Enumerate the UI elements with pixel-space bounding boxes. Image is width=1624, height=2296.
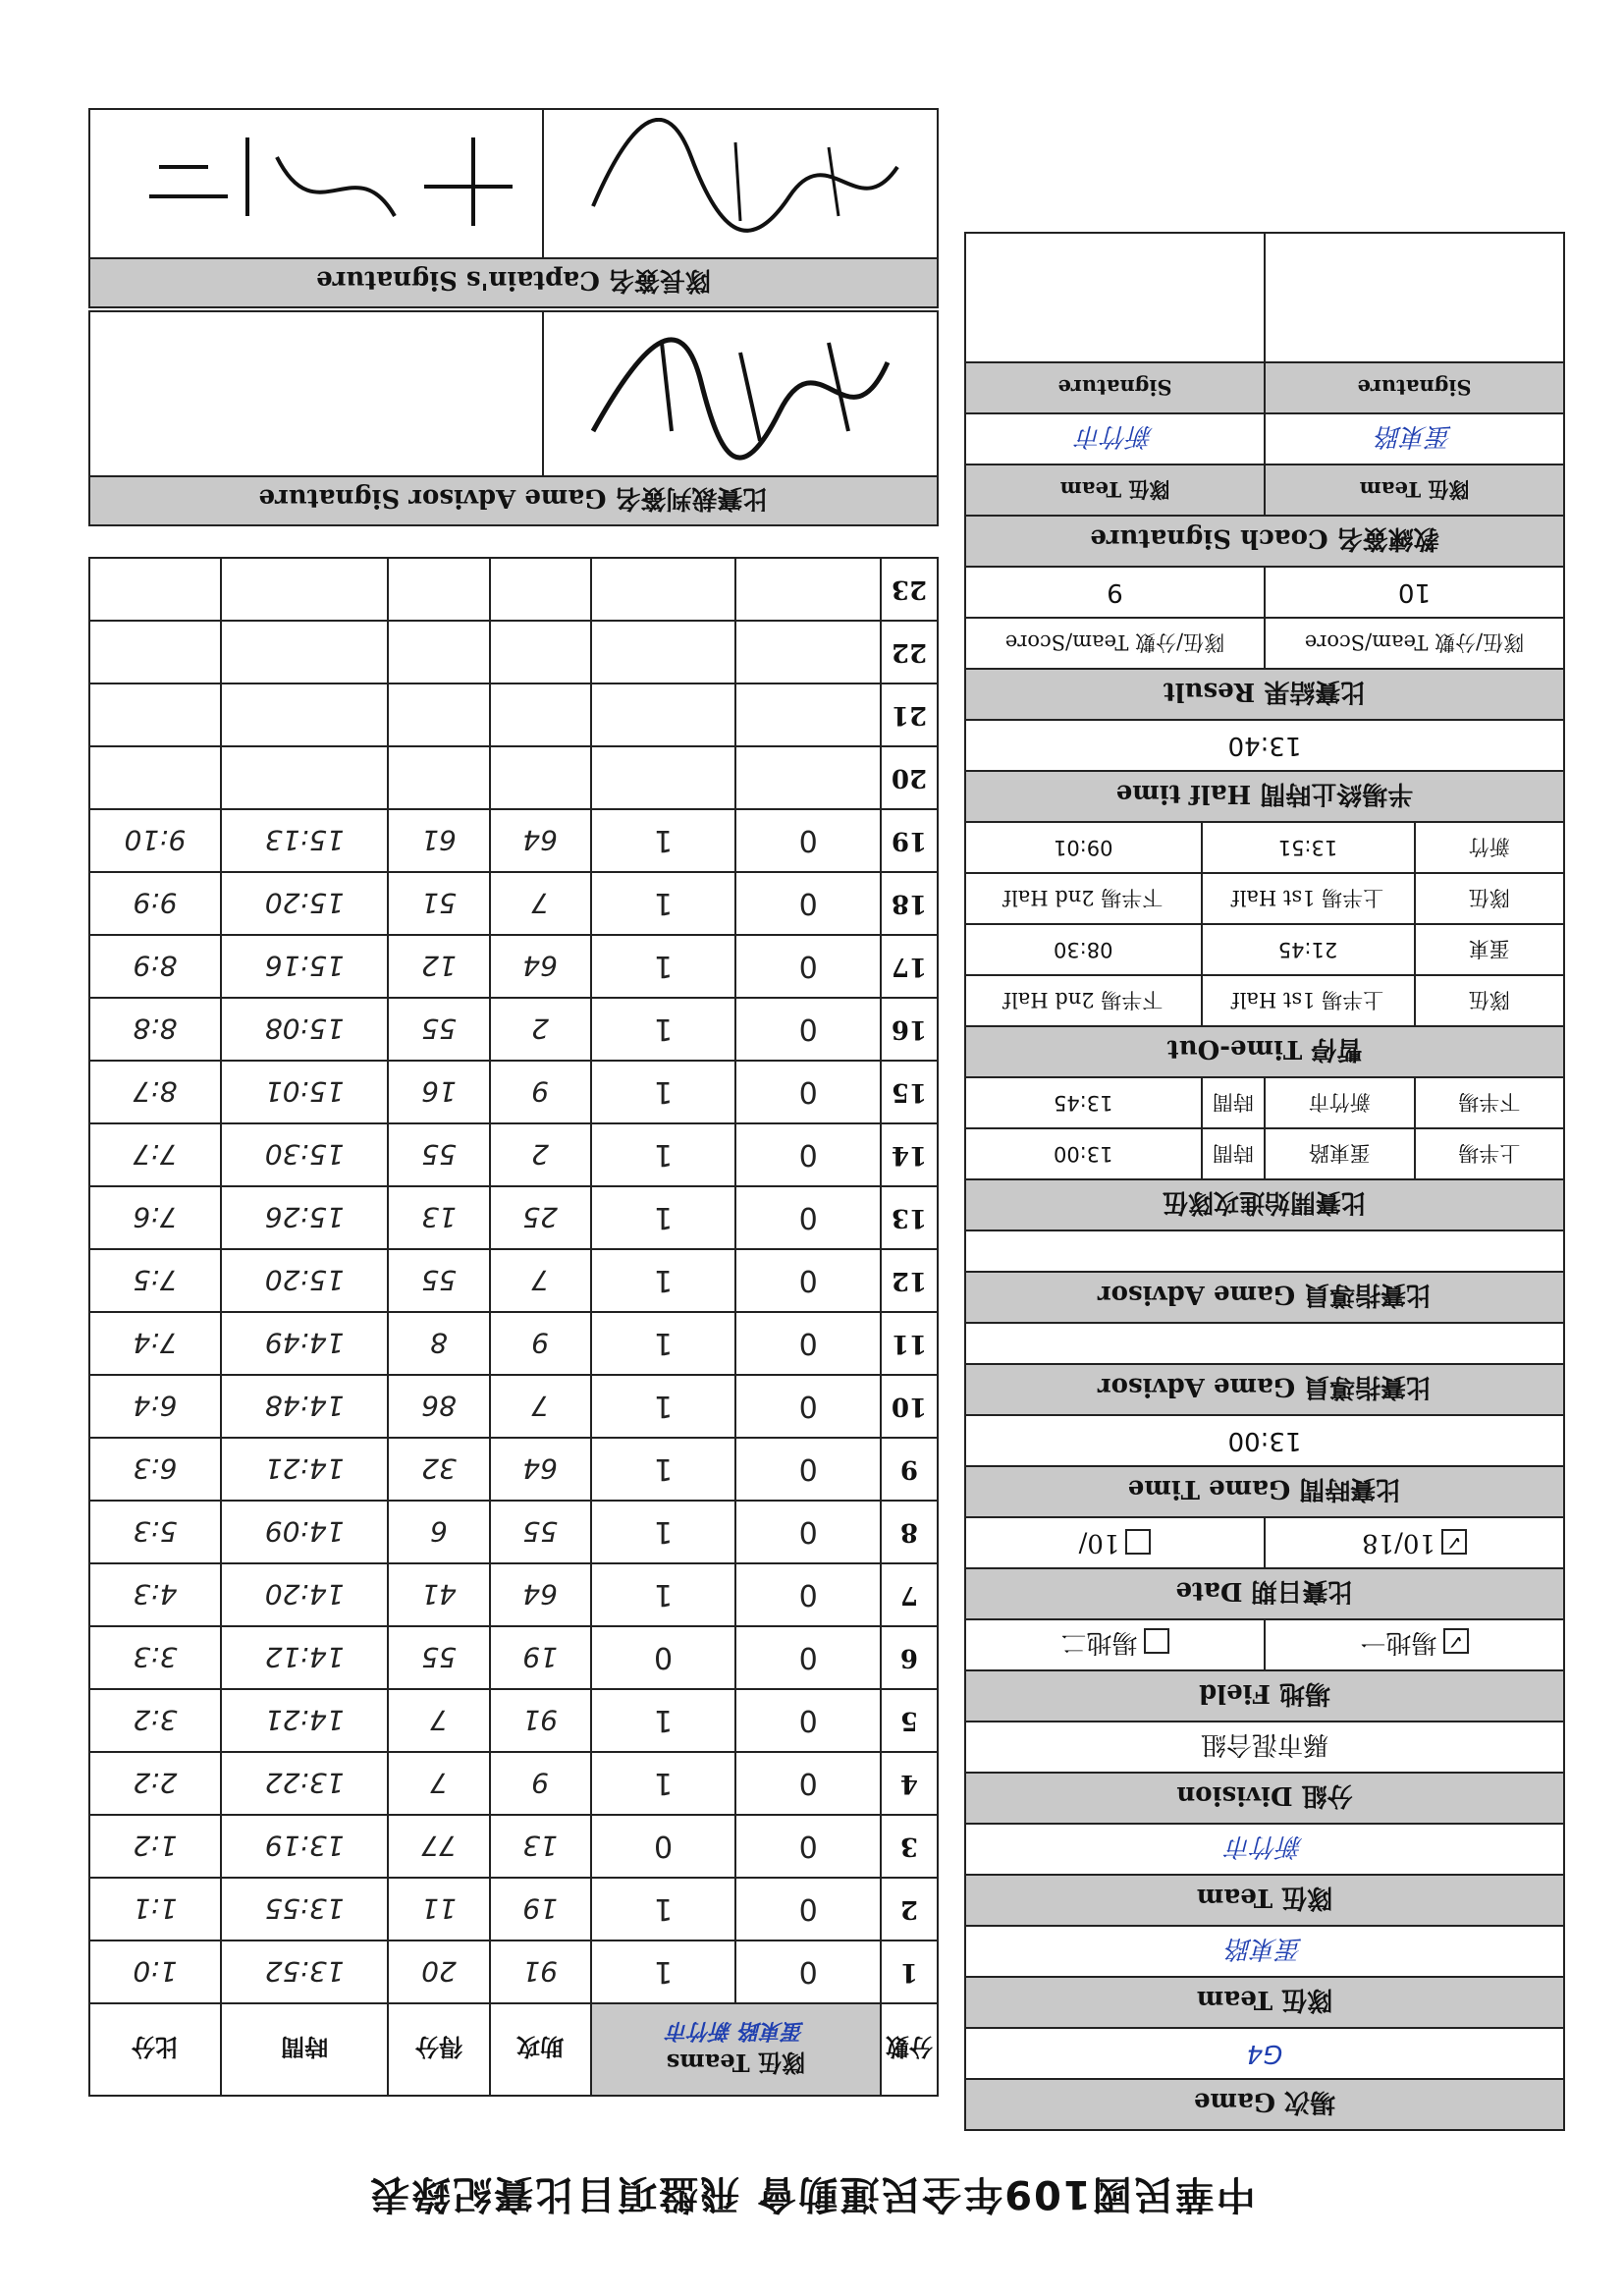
team-a-mark: 0 <box>735 809 881 872</box>
team1-value: 蛋東路 <box>965 1926 1564 1977</box>
score-value-1: 10 <box>1265 567 1564 618</box>
field-option-1[interactable] <box>1265 1619 1564 1670</box>
row-number: 4 <box>881 1752 938 1815</box>
coach-sig-box-2 <box>965 233 1265 362</box>
team-b-mark: 1 <box>591 1689 736 1752</box>
score-time: 15:20 <box>221 872 389 935</box>
advisor-signature-table <box>88 310 939 526</box>
team-b-mark: 0 <box>591 1815 736 1878</box>
row-number: 19 <box>881 809 938 872</box>
row-number: 17 <box>881 935 938 998</box>
table-row <box>89 558 938 621</box>
team-b-mark: 1 <box>591 935 736 998</box>
assist-player: 55 <box>490 1501 591 1563</box>
time-word-1: 時間 <box>1202 1128 1266 1179</box>
sheet-title: 中華民國109年全民運動會 飛盤項目比賽紀錄表 <box>368 2171 1256 2216</box>
team-b-mark: 1 <box>591 809 736 872</box>
row-number: 8 <box>881 1501 938 1563</box>
col-head-assist: 助攻 <box>490 2003 591 2096</box>
running-score: 6:3 <box>89 1438 221 1501</box>
table-row <box>89 1815 938 1878</box>
coach-sig-word-2: Signature <box>965 362 1265 413</box>
assist-player: 7 <box>490 872 591 935</box>
result-label: 比賽結果 Result <box>965 669 1564 720</box>
timeout-team-col-2: 隊伍 <box>1415 873 1564 924</box>
timeout-team2-half2: 09:01 <box>965 822 1202 873</box>
halftime-value: 13:40 <box>965 720 1564 771</box>
team-b-mark: 1 <box>591 872 736 935</box>
score-player: 55 <box>388 1123 489 1186</box>
timeout-team2-half1: 13:51 <box>1202 822 1415 873</box>
row-number: 22 <box>881 621 938 683</box>
team1-label: 隊伍 Team <box>965 1977 1564 2028</box>
date-label: 比賽日期 Date <box>965 1568 1564 1619</box>
score-grid-body <box>89 558 938 2003</box>
team-b-name: 新竹市 <box>667 2018 732 2043</box>
row-number: 15 <box>881 1061 938 1123</box>
score-player: 12 <box>388 935 489 998</box>
running-score <box>89 683 221 746</box>
col-head-score: 得分 <box>388 2003 489 2096</box>
checkbox-checked-icon: ✓ <box>1441 1529 1467 1555</box>
team-a-mark: 0 <box>735 1501 881 1563</box>
signature-scribble-icon <box>564 119 937 256</box>
advisor-sig-label: 比賽裁判簽名 Game Advisor Signature <box>89 476 938 525</box>
running-score: 9:10 <box>89 809 221 872</box>
coach-team-label-1: 隊伍 Team <box>1265 465 1564 516</box>
score-time <box>221 746 389 809</box>
running-score: 3:2 <box>89 1689 221 1752</box>
team-b-mark: 1 <box>591 998 736 1061</box>
team-b-mark <box>591 746 736 809</box>
assist-player: 64 <box>490 809 591 872</box>
assist-player <box>490 558 591 621</box>
start-time-2: 13:45 <box>965 1077 1202 1128</box>
date-option-2-label: 10/ <box>1078 1528 1120 1558</box>
coach-team-label-2: 隊伍 Team <box>965 465 1265 516</box>
running-score: 8:8 <box>89 998 221 1061</box>
score-player: 55 <box>388 1249 489 1312</box>
score-time: 14:12 <box>221 1626 389 1689</box>
team-a-mark <box>735 746 881 809</box>
table-row <box>89 935 938 998</box>
start-team-label: 比賽開始進攻隊伍 <box>965 1179 1564 1230</box>
table-row <box>89 1249 938 1312</box>
running-score: 2:2 <box>89 1752 221 1815</box>
table-row <box>89 1878 938 1941</box>
field-option-1-label: 場地一 <box>1360 1627 1437 1658</box>
team-a-name: 蛋東路 <box>739 2018 805 2043</box>
table-row <box>89 1501 938 1563</box>
row-number: 6 <box>881 1626 938 1689</box>
score-player: 86 <box>388 1375 489 1438</box>
row-number: 7 <box>881 1563 938 1626</box>
table-row <box>89 998 938 1061</box>
second-half-label: 下半場 <box>1415 1077 1564 1128</box>
running-score: 6:4 <box>89 1375 221 1438</box>
timeout-half1-col: 上半場 1st Half <box>1202 975 1415 1026</box>
table-row <box>89 1312 938 1375</box>
assist-player: 2 <box>490 1123 591 1186</box>
halftime-label: 半場終止時間 Half time <box>965 771 1564 822</box>
table-row <box>89 746 938 809</box>
running-score <box>89 621 221 683</box>
running-score: 3:3 <box>89 1626 221 1689</box>
table-row <box>89 1941 938 2003</box>
score-time: 14:48 <box>221 1375 389 1438</box>
signature-scribble-icon <box>130 119 542 256</box>
col-head-teams <box>591 2003 881 2096</box>
timeout-team1-half2: 08:30 <box>965 924 1202 975</box>
score-player: 32 <box>388 1438 489 1501</box>
assist-player: 64 <box>490 1438 591 1501</box>
timeout-team1: 蛋東 <box>1415 924 1564 975</box>
score-time: 14:21 <box>221 1689 389 1752</box>
running-score: 9:9 <box>89 872 221 935</box>
row-number: 3 <box>881 1815 938 1878</box>
coach-sig-word-1: Signature <box>1265 362 1564 413</box>
team-a-mark: 0 <box>735 1815 881 1878</box>
advisor-signature-empty <box>89 311 543 476</box>
team2-value: 新竹市 <box>965 1824 1564 1875</box>
team-b-mark: 1 <box>591 1061 736 1123</box>
row-number: 9 <box>881 1438 938 1501</box>
row-number: 18 <box>881 872 938 935</box>
row-number: 23 <box>881 558 938 621</box>
running-score: 7:6 <box>89 1186 221 1249</box>
table-row <box>89 1375 938 1438</box>
timeout-team2: 新竹 <box>1415 822 1564 873</box>
assist-player: 2 <box>490 998 591 1061</box>
table-row <box>89 683 938 746</box>
row-number: 16 <box>881 998 938 1061</box>
advisor2-value <box>965 1230 1564 1272</box>
table-row <box>89 1689 938 1752</box>
table-row <box>89 1563 938 1626</box>
running-score: 1:2 <box>89 1815 221 1878</box>
team-a-mark: 0 <box>735 1249 881 1312</box>
row-number: 14 <box>881 1123 938 1186</box>
team-b-mark: 1 <box>591 1312 736 1375</box>
timeout-half2-col: 下半場 2nd Half <box>965 975 1202 1026</box>
team-b-mark: 1 <box>591 1563 736 1626</box>
timeout-label: 暫停 Time-Out <box>965 1026 1564 1077</box>
team-a-mark: 0 <box>735 1752 881 1815</box>
score-time: 13:19 <box>221 1815 389 1878</box>
score-time: 15:16 <box>221 935 389 998</box>
timeout-team1-half1: 21:45 <box>1202 924 1415 975</box>
assist-player: 7 <box>490 1375 591 1438</box>
score-player: 7 <box>388 1689 489 1752</box>
checkbox-empty-icon <box>1125 1529 1151 1555</box>
team-a-mark: 0 <box>735 1123 881 1186</box>
score-player: 77 <box>388 1815 489 1878</box>
time-word-2: 時間 <box>1202 1077 1266 1128</box>
running-score: 7:5 <box>89 1249 221 1312</box>
running-score: 1:0 <box>89 1941 221 2003</box>
advisor2-label: 比賽指導員 Game Advisor <box>965 1272 1564 1323</box>
team-a-mark: 0 <box>735 1312 881 1375</box>
team-b-mark: 1 <box>591 1249 736 1312</box>
checkbox-empty-icon <box>1144 1629 1169 1655</box>
team-a-mark: 0 <box>735 1375 881 1438</box>
running-score: 1:1 <box>89 1878 221 1941</box>
score-time: 15:30 <box>221 1123 389 1186</box>
table-row <box>89 872 938 935</box>
score-player: 8 <box>388 1312 489 1375</box>
score-label-2: 隊伍/分數 Team/Score <box>965 618 1265 669</box>
team-a-mark: 0 <box>735 1941 881 2003</box>
assist-player: 64 <box>490 935 591 998</box>
score-player: 6 <box>388 1501 489 1563</box>
game-time-value: 13:00 <box>965 1415 1564 1466</box>
team-a-mark: 0 <box>735 998 881 1061</box>
score-player: 7 <box>388 1752 489 1815</box>
score-grid <box>88 557 939 2097</box>
score-time: 14:09 <box>221 1501 389 1563</box>
score-time: 15:01 <box>221 1061 389 1123</box>
captain-signature-1 <box>543 109 938 258</box>
division-value: 縣市混合組 <box>965 1722 1564 1773</box>
start-team-2: 新竹市 <box>1265 1077 1415 1128</box>
assist-player: 13 <box>490 1815 591 1878</box>
score-player <box>388 621 489 683</box>
table-row <box>89 1752 938 1815</box>
teams-header-names <box>592 2017 880 2048</box>
team-a-mark: 0 <box>735 1689 881 1752</box>
team-a-mark <box>735 558 881 621</box>
team-b-mark: 1 <box>591 1438 736 1501</box>
score-player: 16 <box>388 1061 489 1123</box>
score-player: 51 <box>388 872 489 935</box>
team-b-mark: 1 <box>591 1186 736 1249</box>
team-a-mark: 0 <box>735 1878 881 1941</box>
score-player: 13 <box>388 1186 489 1249</box>
teams-header-label: 隊伍 Teams <box>666 2049 805 2077</box>
assist-player: 19 <box>490 1878 591 1941</box>
team2-label: 隊伍 Team <box>965 1875 1564 1926</box>
col-head-time: 時間 <box>221 2003 389 2096</box>
score-value-2: 9 <box>965 567 1265 618</box>
score-time: 13:52 <box>221 1941 389 2003</box>
row-number: 21 <box>881 683 938 746</box>
signature-scribble-icon <box>573 324 907 471</box>
assist-player: 91 <box>490 1689 591 1752</box>
team-b-mark <box>591 683 736 746</box>
score-player <box>388 683 489 746</box>
score-time <box>221 621 389 683</box>
table-row <box>89 1061 938 1123</box>
date-option-1[interactable] <box>1265 1517 1564 1568</box>
assist-player <box>490 746 591 809</box>
team-b-mark: 0 <box>591 1626 736 1689</box>
score-player: 61 <box>388 809 489 872</box>
row-number: 5 <box>881 1689 938 1752</box>
team-a-mark <box>735 621 881 683</box>
score-label-1: 隊伍/分數 Team/Score <box>1265 618 1564 669</box>
table-row <box>89 621 938 683</box>
score-time: 14:20 <box>221 1563 389 1626</box>
field-option-2-label: 場地二 <box>1060 1627 1138 1658</box>
captain-sig-label: 隊長簽名 Captain's Signature <box>89 258 938 307</box>
team-b-mark: 1 <box>591 1375 736 1438</box>
advisor-signature <box>543 311 938 476</box>
row-number: 1 <box>881 1941 938 2003</box>
running-score <box>89 746 221 809</box>
division-label: 分組 Division <box>965 1773 1564 1824</box>
row-number: 20 <box>881 746 938 809</box>
team-a-mark: 0 <box>735 935 881 998</box>
row-number: 13 <box>881 1186 938 1249</box>
assist-player: 9 <box>490 1752 591 1815</box>
running-score: 5:3 <box>89 1501 221 1563</box>
col-head-num: 分數 <box>881 2003 938 2096</box>
score-player: 20 <box>388 1941 489 2003</box>
game-value: G4 <box>965 2028 1564 2079</box>
team-a-mark: 0 <box>735 872 881 935</box>
running-score <box>89 558 221 621</box>
game-info-table <box>964 232 1565 2131</box>
assist-player: 7 <box>490 1249 591 1312</box>
coach-sig-box-1 <box>1265 233 1564 362</box>
team-b-mark: 1 <box>591 1752 736 1815</box>
score-time <box>221 683 389 746</box>
captain-signature-table <box>88 108 939 308</box>
running-score: 8:9 <box>89 935 221 998</box>
score-player: 41 <box>388 1563 489 1626</box>
score-player: 11 <box>388 1878 489 1941</box>
score-time: 15:20 <box>221 1249 389 1312</box>
coach-sig-label: 教練簽名 Coach Signature <box>965 516 1564 567</box>
timeout-half1-col-2: 上半場 1st Half <box>1202 873 1415 924</box>
field-label: 場地 Field <box>965 1670 1564 1722</box>
score-player <box>388 558 489 621</box>
row-number: 12 <box>881 1249 938 1312</box>
team-b-mark: 1 <box>591 1941 736 2003</box>
assist-player: 19 <box>490 1626 591 1689</box>
score-player: 55 <box>388 1626 489 1689</box>
captain-signature-2 <box>89 109 543 258</box>
score-time: 13:22 <box>221 1752 389 1815</box>
score-time: 14:49 <box>221 1312 389 1375</box>
start-time-1: 13:00 <box>965 1128 1202 1179</box>
team-a-mark: 0 <box>735 1061 881 1123</box>
row-number: 10 <box>881 1375 938 1438</box>
game-time-label: 比賽時間 Game Time <box>965 1466 1564 1517</box>
assist-player: 91 <box>490 1941 591 2003</box>
team-a-mark: 0 <box>735 1186 881 1249</box>
score-time: 14:21 <box>221 1438 389 1501</box>
assist-player: 9 <box>490 1312 591 1375</box>
team-b-mark <box>591 558 736 621</box>
table-row <box>89 1626 938 1689</box>
team-b-mark: 1 <box>591 1501 736 1563</box>
field-option-2[interactable] <box>965 1619 1265 1670</box>
team-a-mark: 0 <box>735 1438 881 1501</box>
running-score: 7:4 <box>89 1312 221 1375</box>
timeout-team-col: 隊伍 <box>1415 975 1564 1026</box>
team-a-mark: 0 <box>735 1563 881 1626</box>
team-a-mark <box>735 683 881 746</box>
advisor1-value <box>965 1323 1564 1364</box>
assist-player: 64 <box>490 1563 591 1626</box>
running-score: 8:7 <box>89 1061 221 1123</box>
table-row <box>89 1438 938 1501</box>
date-option-1-label: 10/18 <box>1362 1528 1435 1558</box>
score-player <box>388 746 489 809</box>
table-row <box>89 809 938 872</box>
date-option-2[interactable] <box>965 1517 1265 1568</box>
row-number: 11 <box>881 1312 938 1375</box>
score-time: 15:08 <box>221 998 389 1061</box>
score-player: 55 <box>388 998 489 1061</box>
game-label: 場次 Game <box>965 2079 1564 2130</box>
score-time: 15:26 <box>221 1186 389 1249</box>
running-score: 4:3 <box>89 1563 221 1626</box>
assist-player <box>490 683 591 746</box>
start-team-1: 蛋東路 <box>1265 1128 1415 1179</box>
first-half-label: 上半場 <box>1415 1128 1564 1179</box>
assist-player <box>490 621 591 683</box>
team-b-mark: 1 <box>591 1878 736 1941</box>
score-time: 13:55 <box>221 1878 389 1941</box>
col-head-result: 比分 <box>89 2003 221 2096</box>
score-time: 15:13 <box>221 809 389 872</box>
row-number: 2 <box>881 1878 938 1941</box>
running-score: 7:7 <box>89 1123 221 1186</box>
score-time <box>221 558 389 621</box>
coach-team-2: 新竹市 <box>965 413 1265 465</box>
advisor1-label: 比賽指導員 Game Advisor <box>965 1364 1564 1415</box>
team-b-mark <box>591 621 736 683</box>
assist-player: 9 <box>490 1061 591 1123</box>
checkbox-checked-icon: ✓ <box>1443 1629 1469 1655</box>
coach-team-1: 蛋東路 <box>1265 413 1564 465</box>
team-a-mark: 0 <box>735 1626 881 1689</box>
table-row <box>89 1123 938 1186</box>
table-row <box>89 1186 938 1249</box>
assist-player: 25 <box>490 1186 591 1249</box>
team-b-mark: 1 <box>591 1123 736 1186</box>
timeout-half2-col-2: 下半場 2nd Half <box>965 873 1202 924</box>
